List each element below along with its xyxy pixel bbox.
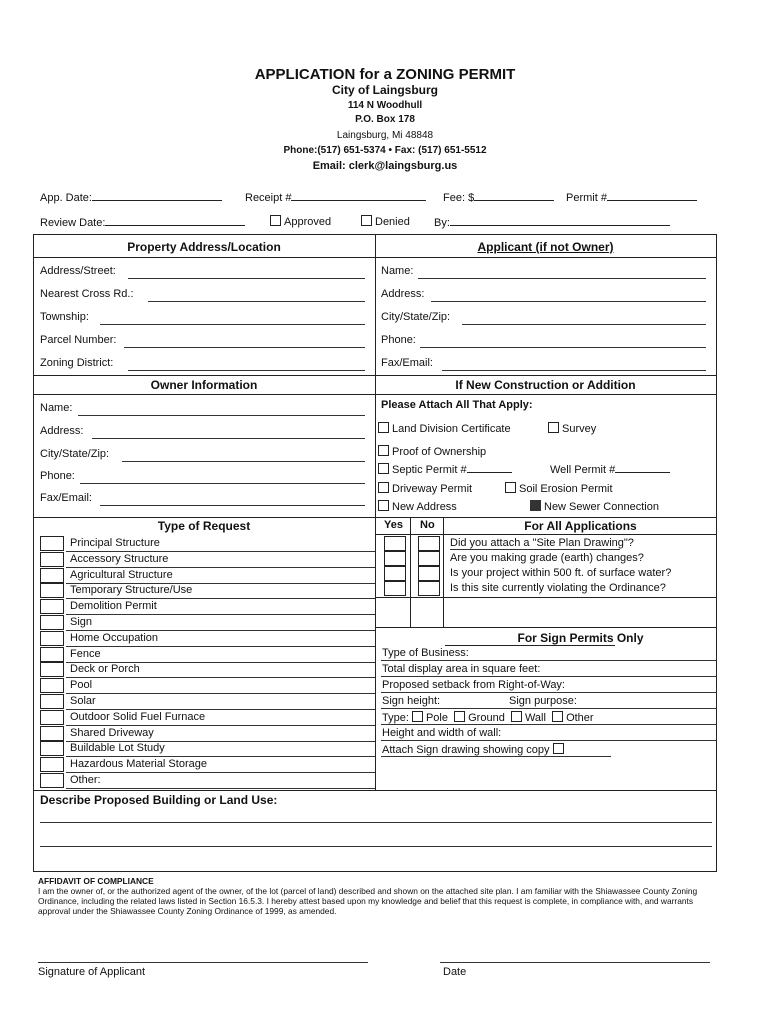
survey-option[interactable]: [548, 422, 596, 435]
denied-label: Denied: [375, 216, 410, 228]
request-checkbox[interactable]: [40, 599, 64, 614]
ground-checkbox[interactable]: [454, 711, 465, 722]
request-checkbox[interactable]: [40, 694, 64, 709]
new-sewer-checkbox[interactable]: [530, 500, 541, 511]
app-date-label: App. Date:: [40, 192, 92, 204]
fee-field[interactable]: [443, 190, 554, 204]
permit-label: Permit #: [566, 192, 607, 204]
business-type-label: Type of Business:: [382, 647, 469, 659]
yes-checkbox[interactable]: [384, 536, 406, 551]
po-box: P.O. Box 178: [355, 114, 415, 125]
describe-line-1[interactable]: [40, 822, 712, 823]
request-checkbox[interactable]: [40, 631, 64, 646]
septic-checkbox[interactable]: [378, 463, 389, 474]
request-item-label: Hazardous Material Storage: [70, 758, 207, 770]
review-date-field[interactable]: [40, 215, 245, 229]
date-line[interactable]: [440, 962, 710, 963]
request-item-label: Sign: [70, 616, 93, 628]
ownership-checkbox[interactable]: [378, 445, 389, 456]
applicant-name-input[interactable]: [418, 278, 706, 279]
setback-label: Proposed setback from Right-of-Way:: [382, 679, 565, 691]
driveway-option[interactable]: [378, 482, 472, 495]
soil-checkbox[interactable]: [505, 482, 516, 493]
request-item-label: Principal Structure: [70, 537, 160, 549]
owner-heading: Owner Information: [150, 378, 258, 392]
affidavit-text: I am the owner of, or the authorized agent of the owner, of the lot (parcel of land) described and shown on the attached site plan. I am familiar with the Shiawassee County Zoning Ordinance, including the related laws listed in Section 16.5.3. I hereby attest based upon my knowledge and belief that this request is complete, in compliance with, and warrants approval under the Shiawassee County Zoning Ordinance of 1999, as amended.: [38, 886, 698, 916]
survey-label: Survey: [562, 423, 597, 435]
form-title: APPLICATION for a ZONING PERMIT: [254, 66, 516, 83]
no-header: No: [420, 519, 435, 531]
business-type-input[interactable]: [381, 660, 717, 661]
question-surface-water: Is your project within 500 ft. of surface water?: [450, 567, 672, 579]
no-checkbox[interactable]: [418, 566, 440, 581]
soil-option[interactable]: [505, 482, 613, 495]
request-item-label: Agricultural Structure: [70, 569, 173, 581]
new-address-checkbox[interactable]: [378, 500, 389, 511]
wall-dimensions-label: Height and width of wall:: [382, 727, 502, 739]
approved-option[interactable]: [270, 215, 331, 228]
property-address-label: Address/Street:: [40, 265, 116, 277]
denied-checkbox[interactable]: [361, 215, 372, 226]
request-item-label: Temporary Structure/Use: [70, 584, 193, 596]
township-label: Township:: [40, 311, 89, 323]
permit-field[interactable]: [566, 190, 697, 204]
no-checkbox[interactable]: [418, 536, 440, 551]
request-checkbox[interactable]: [40, 773, 64, 788]
well-label: Well Permit #: [550, 464, 616, 476]
applicant-name-label: Name:: [381, 265, 414, 277]
yes-checkbox[interactable]: [384, 581, 406, 596]
affidavit-heading: AFFIDAVIT OF COMPLIANCE: [38, 876, 154, 886]
parcel-number-input[interactable]: [124, 347, 365, 348]
applicant-address-label: Address:: [381, 288, 425, 300]
applicant-phone-label: Phone:: [381, 334, 416, 346]
new-address-option[interactable]: [378, 500, 457, 513]
request-item-label: Buildable Lot Study: [70, 742, 165, 754]
nearest-cross-rd-label: Nearest Cross Rd.:: [40, 288, 134, 300]
construction-heading: If New Construction or Addition: [455, 378, 636, 392]
sign-type-label: Type:: [382, 712, 409, 724]
applicant-heading: Applicant (if not Owner): [477, 240, 614, 254]
request-item-label: Demolition Permit: [70, 600, 157, 612]
property-heading: Property Address/Location: [127, 240, 281, 254]
city-state-zip: Laingsburg, Mi 48848: [336, 130, 434, 141]
owner-city-label: City/State/Zip:: [40, 448, 110, 460]
request-checkbox[interactable]: [40, 710, 64, 725]
owner-name-label: Name:: [40, 402, 73, 414]
owner-fax-input[interactable]: [100, 505, 365, 506]
request-checkbox[interactable]: [40, 552, 64, 567]
display-area-label: Total display area in square feet:: [382, 663, 541, 675]
applicant-fax-label: Fax/Email:: [381, 357, 433, 369]
land-division-checkbox[interactable]: [378, 422, 389, 433]
wall-checkbox[interactable]: [511, 711, 522, 722]
new-sewer-label: New Sewer Connection: [544, 501, 659, 513]
attach-instructions: Please Attach All That Apply:: [381, 399, 533, 411]
question-site-plan: Did you attach a "Site Plan Drawing"?: [450, 537, 634, 549]
well-permit-field[interactable]: [550, 462, 670, 476]
new-sewer-option[interactable]: [530, 500, 659, 513]
pole-label: Pole: [425, 712, 448, 724]
owner-address-input[interactable]: [92, 438, 365, 439]
survey-checkbox[interactable]: [548, 422, 559, 433]
question-grade-changes: Are you making grade (earth) changes?: [450, 552, 644, 564]
phone-fax: Phone:(517) 651-5374 • Fax: (517) 651-5512: [283, 145, 487, 156]
display-area-input[interactable]: [381, 676, 717, 677]
app-date-field[interactable]: [40, 190, 222, 204]
request-heading: Type of Request: [157, 519, 251, 533]
sign-drawing-checkbox[interactable]: [553, 743, 564, 754]
request-item-label: Accessory Structure: [70, 553, 169, 565]
new-address-label: New Address: [392, 501, 457, 513]
request-item-label: Fence: [70, 648, 101, 660]
review-date-label: Review Date:: [40, 217, 106, 229]
sign-heading: For Sign Permits Only: [517, 631, 644, 645]
sign-purpose-label: Sign purpose:: [509, 695, 577, 707]
nearest-cross-rd-input[interactable]: [148, 301, 365, 302]
township-input[interactable]: [100, 324, 365, 325]
sign-drawing-label: Attach Sign drawing showing copy: [382, 744, 550, 756]
owner-name-input[interactable]: [78, 415, 365, 416]
question-violation: Is this site currently violating the Ordinance?: [450, 582, 666, 594]
request-checkbox[interactable]: [40, 662, 64, 677]
describe-line-2[interactable]: [40, 846, 712, 847]
owner-fax-label: Fax/Email:: [40, 492, 92, 504]
request-checkbox[interactable]: [40, 583, 64, 598]
sign-drawing-option[interactable]: [382, 743, 567, 756]
zoning-district-label: Zoning District:: [40, 357, 114, 369]
fee-label: Fee: $: [443, 192, 475, 204]
wall-label: Wall: [524, 712, 546, 724]
request-item-label: Other:: [70, 774, 101, 786]
parcel-number-label: Parcel Number:: [40, 334, 117, 346]
property-address-input[interactable]: [128, 278, 365, 279]
date-label: Date: [443, 966, 467, 978]
request-checkbox[interactable]: [40, 568, 64, 583]
other-label: Other: [566, 712, 594, 724]
septic-label: Septic Permit #: [392, 464, 467, 476]
approved-checkbox[interactable]: [270, 215, 281, 226]
request-checkbox[interactable]: [40, 757, 64, 772]
request-checkbox[interactable]: [40, 536, 64, 551]
all-apps-heading: For All Applications: [524, 519, 637, 533]
signature-line[interactable]: [38, 962, 368, 963]
land-division-label: Land Division Certificate: [392, 423, 511, 435]
request-item-label: Pool: [70, 679, 93, 691]
request-item-label: Deck or Porch: [70, 663, 140, 675]
sign-height-input[interactable]: [381, 708, 717, 709]
setback-input[interactable]: [381, 692, 717, 693]
by-label: By:: [434, 217, 450, 229]
receipt-label: Receipt #: [245, 192, 292, 204]
request-item-label: Outdoor Solid Fuel Furnace: [70, 711, 206, 723]
other-checkbox[interactable]: [552, 711, 563, 722]
land-division-option[interactable]: [378, 422, 511, 435]
street-address: 114 N Woodhull: [347, 100, 423, 111]
request-item-label: Home Occupation: [70, 632, 159, 644]
applicant-fax-input[interactable]: [442, 370, 706, 371]
signature-label: Signature of Applicant: [38, 966, 146, 978]
yes-header: Yes: [384, 519, 403, 531]
email: Email: clerk@laingsburg.us: [312, 160, 458, 172]
owner-address-label: Address:: [40, 425, 84, 437]
soil-label: Soil Erosion Permit: [519, 483, 613, 495]
pole-checkbox[interactable]: [412, 711, 423, 722]
ownership-label: Proof of Ownership: [392, 446, 487, 458]
ground-label: Ground: [468, 712, 505, 724]
applicant-city-label: City/State/Zip:: [381, 311, 451, 323]
applicant-city-input[interactable]: [462, 324, 706, 325]
no-checkbox[interactable]: [418, 551, 440, 566]
city-name: City of Laingsburg: [332, 83, 438, 97]
request-checkbox[interactable]: [40, 678, 64, 693]
request-checkbox[interactable]: [40, 647, 64, 662]
zoning-district-input[interactable]: [128, 370, 365, 371]
request-checkbox[interactable]: [40, 615, 64, 630]
describe-label: Describe Proposed Building or Land Use:: [40, 793, 278, 807]
approved-label: Approved: [284, 216, 332, 228]
sign-type-row: [382, 711, 594, 724]
owner-phone-input[interactable]: [80, 483, 365, 484]
wall-dimensions-input[interactable]: [381, 740, 717, 741]
applicant-address-input[interactable]: [431, 301, 706, 302]
request-item-label: Solar: [70, 695, 96, 707]
owner-city-input[interactable]: [122, 461, 365, 462]
no-checkbox[interactable]: [418, 581, 440, 596]
request-item-label: Shared Driveway: [70, 727, 154, 739]
applicant-phone-input[interactable]: [420, 347, 706, 348]
ownership-option[interactable]: [378, 445, 486, 458]
denied-option[interactable]: [361, 215, 410, 228]
driveway-checkbox[interactable]: [378, 482, 389, 493]
receipt-field[interactable]: [245, 190, 426, 204]
sign-height-label: Sign height:: [382, 695, 441, 707]
yes-checkbox[interactable]: [384, 551, 406, 566]
request-checkbox[interactable]: [40, 726, 64, 741]
septic-option[interactable]: [378, 462, 512, 476]
by-field[interactable]: [434, 215, 670, 229]
driveway-label: Driveway Permit: [392, 483, 473, 495]
request-checkbox[interactable]: [40, 741, 64, 756]
yes-checkbox[interactable]: [384, 566, 406, 581]
owner-phone-label: Phone:: [40, 470, 75, 482]
